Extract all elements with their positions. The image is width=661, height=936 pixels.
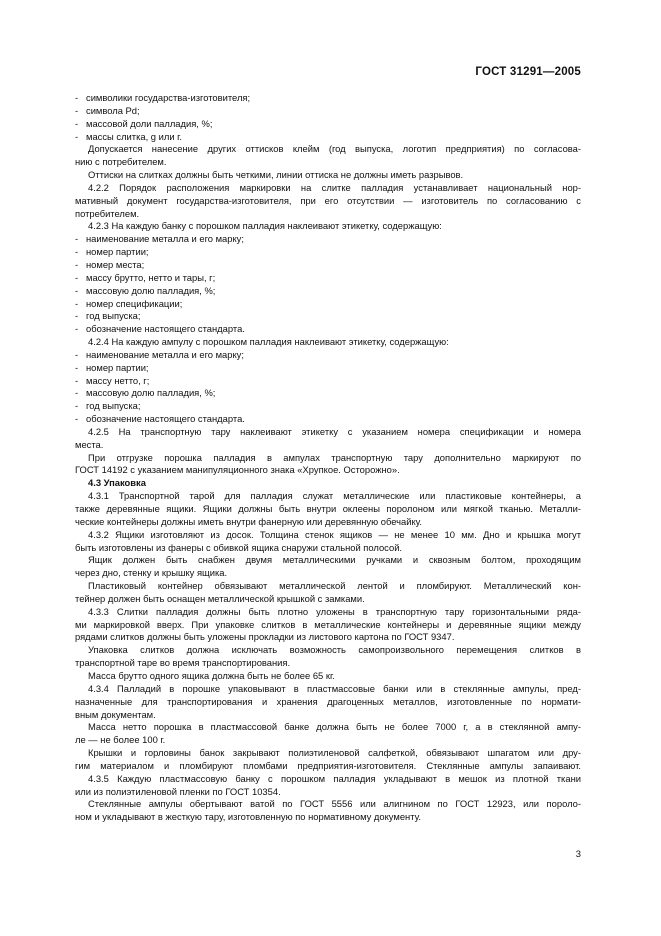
- text-line: ческие контейнеры должны иметь внутри фанерную или деревянную обечайку.: [75, 515, 423, 527]
- list-item: [75, 259, 581, 272]
- list-item: [75, 375, 581, 388]
- text-line: 4.3.1 Транспортной тарой для палладия служат металлические или пластиковые контейнеры, а: [88, 490, 581, 502]
- text-line: 4.3.3 Слитки палладия должны быть плотно уложены в транспортную тару горизонтальными ряда-: [88, 605, 581, 617]
- list-item-text: обозначение настоящего стандарта.: [86, 413, 245, 425]
- list-item: [75, 362, 581, 375]
- text-line: ми маркировкой вверх. При упаковке слитков в металлические контейнеры и деревянные ящики между: [75, 618, 581, 630]
- list-item-text: номер места;: [86, 258, 145, 270]
- text-line: через дно, стенку и крышку ящика.: [75, 567, 228, 579]
- text-line: потребителем.: [75, 207, 140, 219]
- text-line: тейнер должен быть оснащен металлической крышкой с замками.: [75, 592, 365, 604]
- text-line: Стеклянные ампулы обертывают ватой по ГОСТ 5556 или алигнином по ГОСТ 12923, или пороло-: [88, 798, 581, 810]
- text-line: 4.2.2 Порядок расположения маркировки на слитке палладия устанавливает национальный нор-: [88, 181, 581, 193]
- list-item: [75, 246, 581, 259]
- text-line: ГОСТ 14192 с указанием манипуляционного знака «Хрупкое. Осторожно».: [75, 464, 400, 476]
- text-line: назначенные для транспортирования и хранения драгоценных металлов, изготовленные по нормати-: [75, 695, 581, 707]
- text-line: 4.2.3 На каждую банку с порошком палладия наклеивают этикетку, содержащую:: [88, 220, 442, 232]
- list-bullet-dash: -: [75, 92, 79, 103]
- list-item-text: массу нетто, г;: [86, 374, 150, 386]
- list-bullet-dash: -: [75, 246, 79, 258]
- text-line: Крышки и горловины банок закрывают полиэтиленовой салфеткой, обвязывают шпагатом или дру-: [88, 747, 581, 759]
- text-line: Пластиковый контейнер обвязывают металлической лентой и пломбируют. Металлический кон-: [88, 580, 581, 592]
- document-header-id: ГОСТ 31291—2005: [475, 66, 581, 78]
- text-line: ном и укладывают в жесткую тару, изготовленную по нормативному документу.: [75, 811, 421, 823]
- list-item-text: год выпуска;: [86, 400, 141, 412]
- list-bullet-dash: -: [75, 104, 79, 116]
- section-heading: 4.3 Упаковка: [88, 477, 146, 489]
- text-line: быть изготовлены из фанеры с обивкой ящика снаружи стальной полосой.: [75, 541, 403, 553]
- list-bullet-dash: -: [75, 374, 79, 386]
- list-item-text: год выпуска;: [86, 310, 141, 322]
- list-item-text: обозначение настоящего стандарта.: [86, 323, 245, 335]
- list-bullet-dash: -: [75, 361, 79, 373]
- list-item-text: массовой доли палладия, %;: [86, 117, 213, 129]
- text-line: нию с потребителем.: [75, 156, 167, 168]
- text-line: также деревянные ящики. Ящики должны быть внутри оклеены поролоном или мягкой тканью. Металли-: [75, 503, 581, 514]
- list-bullet-dash: -: [75, 130, 79, 142]
- text-line: места.: [75, 438, 104, 450]
- text-line: Масса брутто одного ящика должна быть не более 65 кг.: [88, 669, 335, 681]
- text-line: Упаковка слитков должна исключать возможность самопроизвольного перемещения слитков в: [88, 644, 581, 656]
- list-bullet-dash: -: [75, 117, 79, 129]
- list-item: [75, 310, 581, 323]
- text-line: вным документам.: [75, 708, 156, 720]
- text-line: При отгрузке порошка палладия в ампулах транспортную тару дополнительно маркируют по: [88, 451, 581, 463]
- list-item-text: массовую долю палладия, %;: [86, 387, 216, 399]
- list-item: [75, 233, 581, 246]
- list-item: [75, 285, 581, 298]
- list-bullet-dash: -: [75, 310, 79, 322]
- list-bullet-dash: -: [75, 387, 79, 399]
- list-item: [75, 105, 581, 118]
- text-line: 4.2.5 На транспортную тару наклеивают этикетку с указанием номера спецификации и номера: [88, 425, 581, 437]
- list-item: [75, 272, 581, 285]
- list-item-text: наименование металла и его марку;: [86, 348, 244, 360]
- list-bullet-dash: -: [75, 297, 79, 309]
- list-item-text: массу брутто, нетто и тары, г;: [86, 271, 216, 283]
- text-line: Ящик должен быть снабжен двумя металлическими ручками и сквозным болтом, проходящим: [88, 554, 581, 566]
- text-line: 4.3.2 Ящики изготовляют из досок. Толщина стенок ящиков — не менее 10 мм. Дно и крышка могут: [88, 528, 581, 540]
- list-item: [75, 118, 581, 131]
- list-bullet-dash: -: [75, 400, 79, 412]
- list-item-text: номер партии;: [86, 246, 149, 258]
- list-item-text: номер партии;: [86, 361, 149, 373]
- text-line: гим материалом и пломбируют пломбами предприятия-изготовителя. Стеклянные ампулы запаивают.: [75, 759, 581, 771]
- list-item: [75, 349, 581, 362]
- list-item: [75, 323, 581, 336]
- text-line: Масса нетто порошка в пластмассовой банке должна быть не более 7000 г, а в стеклянной ампу-: [88, 721, 581, 733]
- list-bullet-dash: -: [75, 271, 79, 283]
- list-bullet-dash: -: [75, 258, 79, 270]
- list-item-text: символики государства-изготовителя;: [86, 92, 251, 103]
- text-line: 4.2.4 На каждую ампулу с порошком палладия наклеивают этикетку, содержащую:: [88, 336, 449, 348]
- list-item: [75, 298, 581, 311]
- list-item-text: массовую долю палладия, %;: [86, 284, 216, 296]
- list-bullet-dash: -: [75, 348, 79, 360]
- text-line: 4.3.4 Палладий в порошке упаковывают в пластмассовые банки или в стеклянные ампулы, пред-: [88, 682, 581, 694]
- document-body: [75, 92, 581, 824]
- list-item-text: массы слитка, g или г.: [86, 130, 183, 142]
- list-item-text: наименование металла и его марку;: [86, 233, 244, 245]
- list-bullet-dash: -: [75, 413, 79, 425]
- text-line: Оттиски на слитках должны быть четкими, линии оттиска не должны иметь разрывов.: [88, 169, 464, 181]
- list-bullet-dash: -: [75, 323, 79, 335]
- list-bullet-dash: -: [75, 284, 79, 296]
- text-line: 4.3.5 Каждую пластмассовую банку с порошком палладия укладывают в мешок из плотной ткани: [88, 772, 581, 784]
- list-item: [75, 131, 581, 144]
- text-line: Допускается нанесение других оттисков клейм (год выпуска, логотип предприятия) по согласова-: [88, 143, 581, 155]
- text-line: мативный документ государства-изготовителя, при его отсутствии — изготовитель по согласованию с: [75, 194, 581, 206]
- text-line: или из полиэтиленовой пленки по ГОСТ 10354.: [75, 785, 281, 797]
- list-item: [75, 387, 581, 400]
- list-item-text: символа Pd;: [86, 104, 140, 116]
- list-item: [75, 413, 581, 426]
- page-number: 3: [575, 848, 581, 859]
- list-item-text: номер спецификации;: [86, 297, 183, 309]
- list-bullet-dash: -: [75, 233, 79, 245]
- text-line: рядами слитков должны быть уложены прокладки из листового картона по ГОСТ 9347.: [75, 631, 455, 643]
- list-item: [75, 400, 581, 413]
- text-line: ле — не более 100 г.: [75, 734, 166, 746]
- list-item: [75, 92, 581, 105]
- text-line: транспортной таре во время транспортирования.: [75, 657, 291, 669]
